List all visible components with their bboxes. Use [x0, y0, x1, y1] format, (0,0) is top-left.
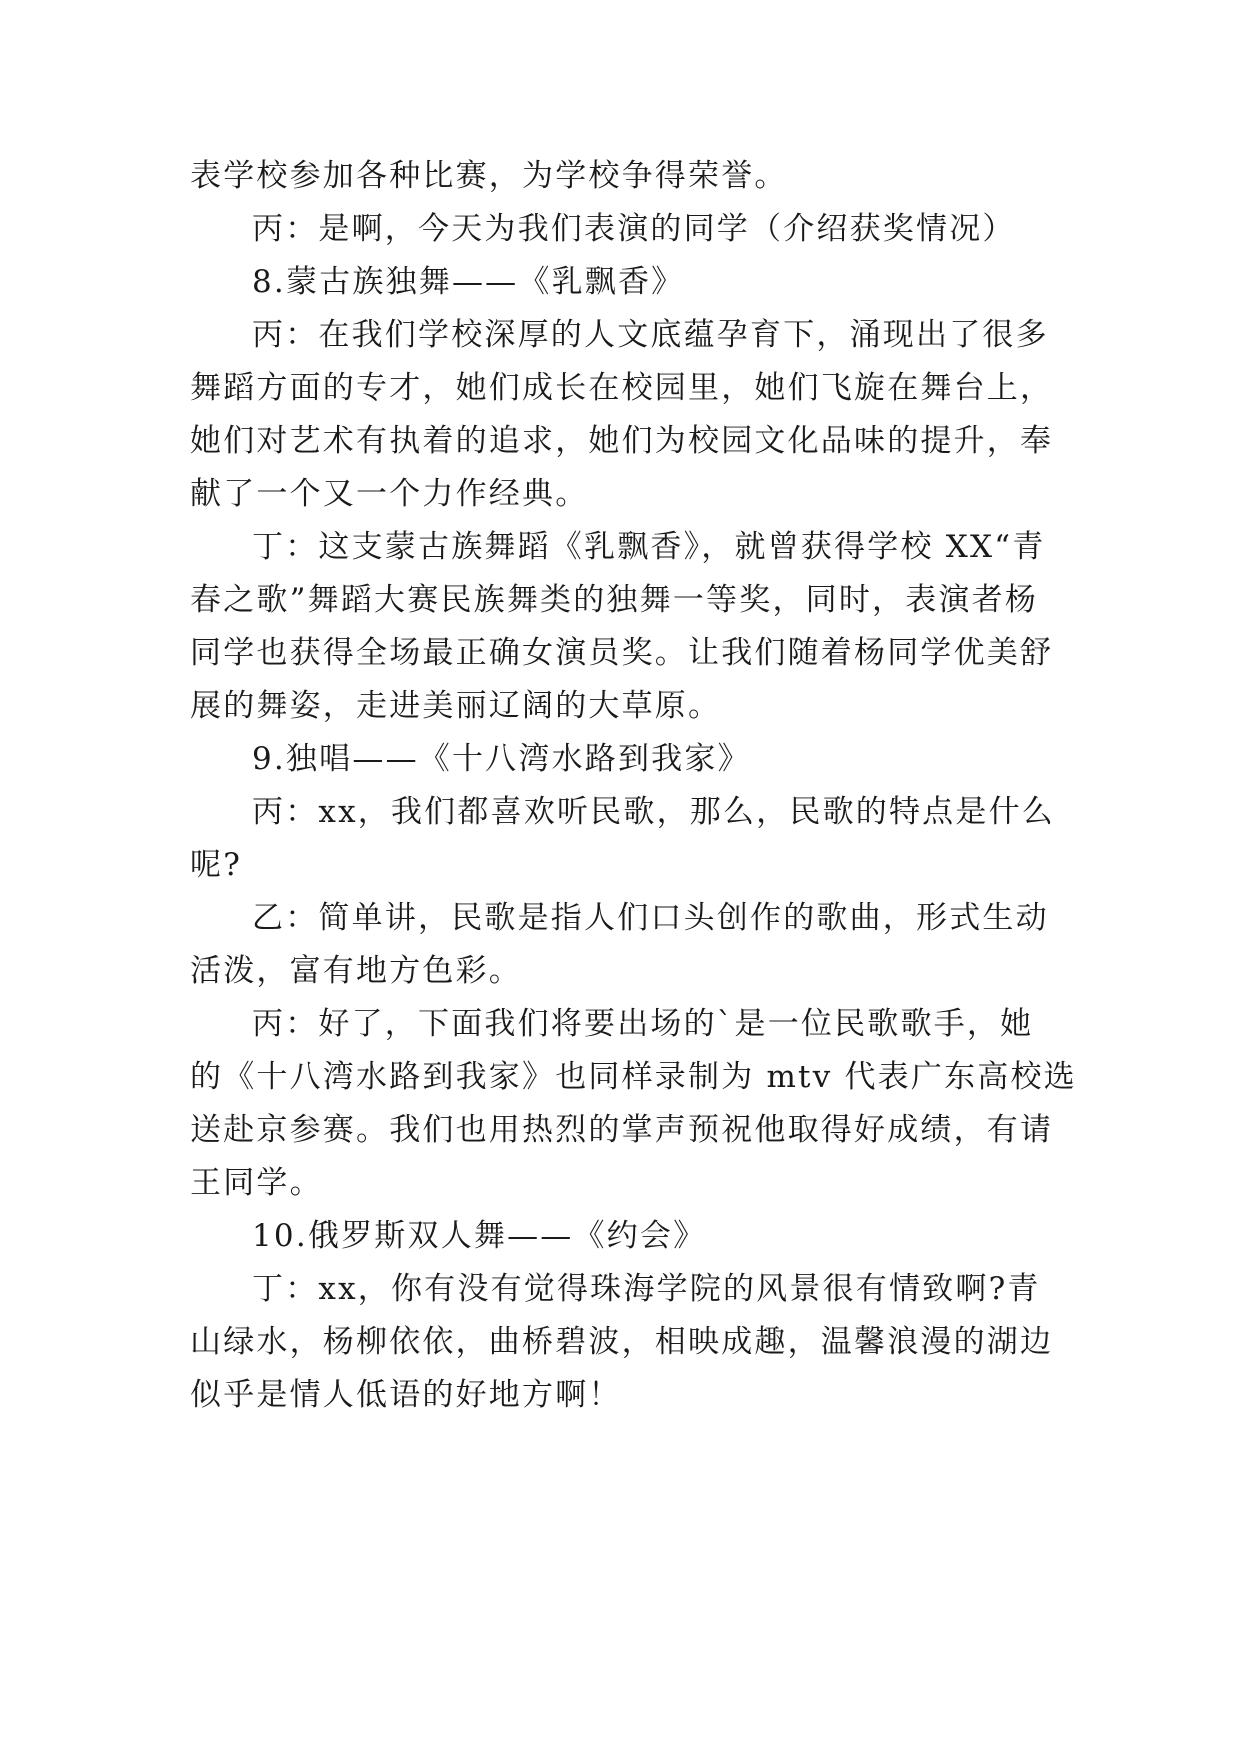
text-line: 丙：在我们学校深厚的人文底蕴孕育下，涌现出了很多: [252, 317, 1049, 353]
text-line: 丙：是啊，今天为我们表演的同学（介绍获奖情况）: [252, 211, 1016, 247]
text-line: 她们对艺术有执着的追求，她们为校园文化品味的提升，奉: [190, 423, 1054, 459]
text-line: 活泼，富有地方色彩。: [190, 953, 522, 989]
text-line: 的《十八湾水路到我家》也同样录制为 mtv 代表广东高校选: [190, 1059, 1077, 1095]
text-line: 乙：简单讲，民歌是指人们口头创作的歌曲，形式生动: [252, 900, 1049, 936]
text-line: 丙：xx，我们都喜欢听民歌，那么，民歌的特点是什么: [252, 794, 1055, 830]
text-line: 呢?: [190, 847, 243, 883]
text-line: 丙：好了，下面我们将要出场的`是一位民歌歌手，她: [252, 1006, 1034, 1042]
text-line: 山绿水，杨柳依依，曲桥碧波，相映成趣，温馨浪漫的湖边: [190, 1324, 1054, 1360]
text-line: 展的舞姿，走进美丽辽阔的大草原。: [190, 688, 722, 724]
text-line: 同学也获得全场最正确女演员奖。让我们随着杨同学优美舒: [190, 635, 1054, 671]
section-heading: 8.蒙古族独舞——《乳飘香》: [252, 264, 685, 300]
text-line: 献了一个又一个力作经典。: [190, 476, 589, 512]
text-line: 丁：这支蒙古族舞蹈《乳飘香》，就曾获得学校 XX“青: [252, 529, 1046, 565]
text-line: 送赴京参赛。我们也用热烈的掌声预祝他取得好成绩，有请: [190, 1112, 1054, 1148]
text-line: 丁：xx，你有没有觉得珠海学院的风景很有情致啊?青: [252, 1271, 1041, 1307]
section-heading: 10.俄罗斯双人舞——《约会》: [252, 1218, 707, 1254]
section-heading: 9.独唱——《十八湾水路到我家》: [252, 741, 751, 777]
text-line: 似乎是情人低语的好地方啊！: [190, 1377, 622, 1413]
text-line: 舞蹈方面的专才，她们成长在校园里，她们飞旋在舞台上，: [190, 370, 1054, 406]
text-line: 春之歌”舞蹈大赛民族舞类的独舞一等奖，同时，表演者杨: [190, 582, 1039, 618]
text-line: 王同学。: [190, 1165, 323, 1201]
text-line: 表学校参加各种比赛，为学校争得荣誉。: [190, 158, 788, 194]
